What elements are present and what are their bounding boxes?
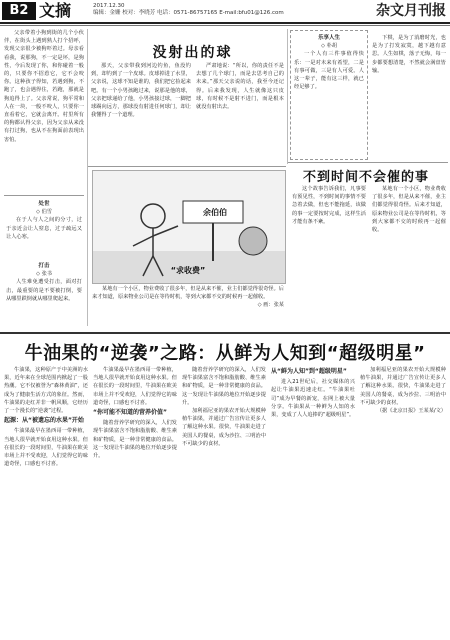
col4-story: [294, 34, 364, 156]
col1-story: [4, 29, 84, 189]
article-col5: [360, 366, 446, 638]
col3-story: [196, 62, 284, 164]
col4-title: 乐享人生: [317, 35, 340, 41]
article-col2: [93, 366, 177, 638]
quote-box-1: [6, 200, 82, 255]
quote-title-1: 处世: [38, 201, 50, 207]
quote-author-1: ◇ 伯雪: [35, 209, 52, 216]
col6-story: [292, 185, 366, 327]
column-divider: [87, 29, 88, 326]
cartoon-text: [92, 285, 284, 327]
article-col1-text: 牛油果，这种原产于中美洲的水果，近年来在全球范围内掀起了一股热潮。它不仅被誉为“森林黄油”，还成为了健康生活方式的象征。然而，牛油果的走红并非一帆风顺，它经历了一个漫长的“逆袭”过程。: [4, 367, 88, 415]
article-col4-text: 进入21世纪后，社交媒体的兴起让牛油果迅速走红。“牛油果吐司”成为早餐的新宠，在网上被大量分享。牛油果从一种鲜为人知的水果，变成了人人追捧的“超级明星”。: [271, 379, 355, 419]
editor-info: 编辑：金姗 校对：李晓芳 电话：0571-86757165 E-mail:bfu01@126.com: [93, 10, 284, 16]
col2-story-text: 那天，父亲带我到河边钓鱼，鱼没钓到，却钓到了一个皮球。皮球掉进了水里，父亲说，这球不知是谁的，我们把它捡起来吧。有一个小男孩跑过来，说那是他的球，父亲把球递给了他，小男孩接过球，一脚把球踢向远方，那球没有射进任何球门，却让我懂得了一个道理。: [91, 63, 191, 119]
quote-box-2: [6, 262, 82, 322]
cartoon-credit: ◇ 画：张某: [257, 302, 284, 309]
quote-text-1: 在于人与人之间的分寸，过于亲近会让人窒息，过于疏远又让人心寒。: [6, 217, 82, 240]
paper-name: 杂文月刊报: [376, 3, 446, 19]
story-title-ball: 没射出的球: [152, 45, 233, 61]
article-col3-text: 随着营养学研究的深入，人们发现牛油果富含不饱和脂肪酸、维生素和矿物质，是一种非常健康的食品。这一发现让牛油果的地位开始逐步提升。: [182, 367, 266, 406]
col3-story-text: 严肃地说：“所以，你的责任不是去想了几个球门，而是去思考自己的未来。”那天父亲说的话，我至今还记得。后来我发现，人生就像这只皮球，有时候不是射不进门，而是根本就没有射出去。: [196, 63, 284, 111]
article-col4: [271, 366, 355, 638]
main-article-title: 牛油果的“逆袭”之路：从鲜为人知到“超级明星”: [24, 343, 426, 364]
col7-text: 某地有一个小区，物业费收了很多年，但是从来不催，业主们都觉得很奇怪。后来才知道，原来物业公司是在等待时机，等到大家都不交的时候再一起催收。: [372, 186, 446, 234]
article-subhead-1: 起源：从“被遗忘的水果”开始: [4, 417, 84, 425]
article-col1-text2: 牛油果最早在墨西哥一带种植，当地人很早就开始食用这种水果。但在很长的一段时间里，牛油果在欧美市场上并不受欢迎，人们觉得它的味道奇怪，口感也不讨喜。: [4, 428, 88, 468]
article-col1: [4, 366, 88, 638]
article-col3: [182, 366, 266, 638]
article-subhead-3: 从“鲜为人知”到“超级明星”: [271, 368, 347, 375]
col4-author: ◇ 朴胡: [320, 43, 337, 50]
col1-story-text: 父亲带着小狗到街的几个小伙伴，在街头上遇到熟人打个招呼，发现父亲很少被狗吓着过。母亲看看我，说那狗，不一定是坏，是狗性，今后发现了你，和你碰着一般的，只要你不招惹它，它不会咬你。这种孩子得知，若遇到狗，不跑了，也会遇得住，若跑，那就是狗追得上了。父亲常说，狗平常和人在一块，一般不咬人，只要你一直看着它，它就会离开。村里所有的狗都认得父亲，因为父亲从来没有打过狗，也从不在狗面前表现出害怕。: [4, 30, 84, 143]
section-divider: [4, 195, 84, 196]
col5-text: 下棋，是为了消磨时光，也是为了打发寂寞，越下越有意思。人生如棋，落子无悔，每一步都要想清楚，不然就会满盘皆输。: [372, 35, 446, 74]
cartoon-sign: 余伯伯: [203, 208, 227, 217]
article-subhead-2: “你可能不知道的营养价值”: [93, 409, 167, 417]
article-col2-text: 牛油果最早在墨西哥一带种植，当地人很早就开始食用这种水果。但在很长的一段时间里，牛油果在欧美市场上并不受欢迎，人们觉得它的味道奇怪，口感也不讨喜。: [93, 367, 177, 406]
cartoon-image: [92, 170, 286, 284]
article-rule: [0, 332, 450, 334]
header-meta: [93, 3, 284, 17]
article-col3-text2: 加利福尼亚的果农开始大规模种植牛油果，并通过广告宣传让更多人了解这种水果。很快，牛油果走进了美国人的餐桌，成为沙拉、三明治中不可缺少的食材。: [182, 408, 266, 447]
issue-date: 2017.12.30: [93, 3, 125, 9]
section-divider-3: [88, 166, 286, 167]
article-col5-text: 加利福尼亚的果农开始大规模种植牛油果，并通过广告宣传让更多人了解这种水果。很快，牛油果走进了美国人的餐桌，成为沙拉、三明治中不可缺少的食材。: [360, 367, 446, 406]
col5-story: [372, 34, 446, 158]
header-rule-thin: [0, 25, 450, 26]
quote-author-2: ◇ 张书: [35, 271, 52, 278]
header-rule: [0, 22, 450, 24]
col7-story: [372, 185, 446, 327]
col2-story: [91, 62, 191, 164]
article-col2-text2: 随着营养学研究的深入，人们发现牛油果富含不饱和脂肪酸、维生素和矿物质，是一种非常健康的食品。这一发现让牛油果的地位开始逐步提升。: [93, 420, 177, 460]
article-credit: （据《北京日报》王某某/文）: [376, 408, 446, 415]
section-divider-2: [288, 162, 448, 163]
col6-text: 这个故事告诉我们，凡事要有预见性，不到时间的事情不要急着去做，但也不能拖延，该做的事一定要按时完成，这样生活才能有条不紊。: [292, 186, 366, 225]
page-header: [0, 0, 450, 24]
page-number-box: B2: [2, 2, 36, 20]
column-divider-2: [287, 29, 288, 164]
cartoon-text-body: 某地有一个小区，物业费收了很多年，但是从来不催，业主们都觉得很奇怪。后来才知道，原来物业公司是在等待时机，等到大家都不交的时候再一起催收。: [92, 286, 284, 301]
col4-text: 一个人有三件事值得快乐：一是对未来有希望，二是有事可做，三是有人可爱。人这一辈子，能有这三样，就已经足够了。: [294, 51, 364, 91]
cartoon-caption: “求收费”: [170, 266, 206, 275]
section-title: 文摘: [39, 1, 72, 20]
story-title-fee: 不到时间不会催的事: [302, 170, 429, 185]
quote-title-2: 打击: [38, 263, 50, 269]
quote-text-2: 人生难免遭受打击，面对打击，最重要的是不要被打倒，要从哪里跌倒就从哪里爬起来。: [6, 279, 82, 302]
